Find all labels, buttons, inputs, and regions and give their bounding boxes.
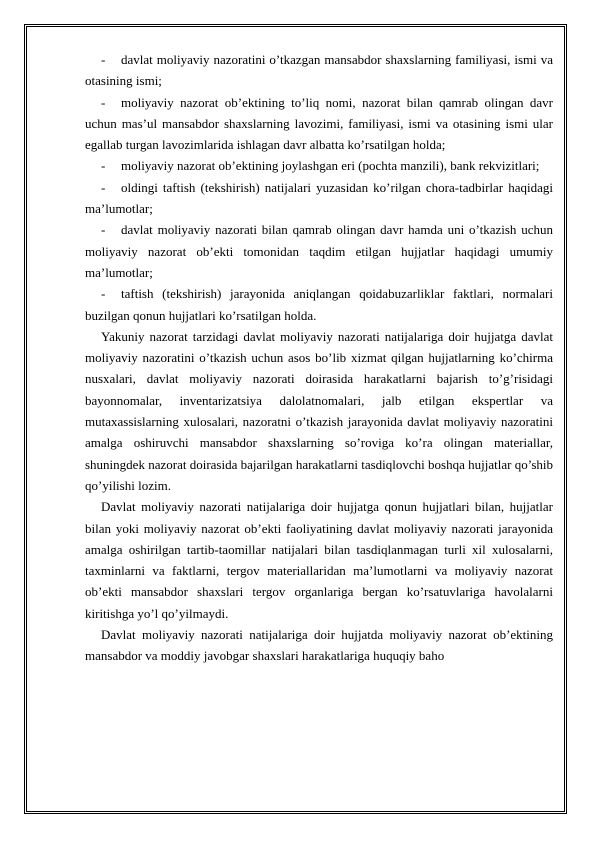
list-dash: - <box>101 222 106 238</box>
paragraph: Davlat moliyaviy nazorati natijalariga doir hujjatga qonun hujjatlari bilan, hujjatlar bilan yoki moliyaviy nazorat ob’ekti faoliyatining davlat moliyaviy nazorati jarayonida amalga oshirilgan tartib-taomillar natijalari bilan tasdiqlanmagan turli xil xulosalarni, taxminlarni va faktlarni, tergov materiallaridan ma’lumotlarni va moliyaviy nazorat ob’ekti mansabdor shaxslari tergov organlariga bergan ko’rsatuvlariga havolalarni kiritishga yo’l qo’yilmaydi. <box>85 499 553 621</box>
list-item-text: davlat moliyaviy nazorati bilan qamrab olingan davr hamda uni o’tkazish uchun moliyaviy nazorat ob’ekti tomonidan taqdim etilgan hujjatlar haqidagi umumiy ma’lumotlar; <box>85 222 553 280</box>
list-dash: - <box>101 179 106 195</box>
list-dash: - <box>101 158 106 174</box>
list-item-text: davlat moliyaviy nazoratini o’tkazgan mansabdor shaxslarning familiyasi, ismi va otasining ismi; <box>85 52 553 89</box>
paragraph: Davlat moliyaviy nazorati natijalariga doir hujjatda moliyaviy nazorat ob’ektining mansabdor va moddiy javobgar shaxslari harakatlariga huquqiy baho <box>85 627 553 664</box>
list-item <box>85 219 553 283</box>
list-item-text: moliyaviy nazorat ob’ektining to’liq nomi, nazorat bilan qamrab olingan davr uchun mas’ul mansabdor shaxslarning lavozimi, familiyasi, ismi va otasining ismi ular egallab turgan lavozimlarida ishlagan davr albatta ko’rsatilgan holda; <box>85 94 553 153</box>
list-item <box>85 283 553 326</box>
list-dash: - <box>101 286 106 302</box>
list-item-text: moliyaviy nazorat ob’ektining joylashgan eri (pochta manzili), bank rekvizitlari; <box>121 158 540 174</box>
list-item <box>85 177 553 220</box>
document-body <box>85 49 553 667</box>
list-item <box>85 92 553 156</box>
list-item <box>85 49 553 92</box>
list-item <box>85 155 553 176</box>
list-dash: - <box>101 94 106 110</box>
paragraph: Yakuniy nazorat tarzidagi davlat moliyaviy nazorati natijalariga doir hujjatga davlat moliyaviy nazoratini o’tkazish uchun asos bo’lib xizmat qilgan hujjatlarning ko’chirma nusxalari, davlat moliyaviy nazorati doirasida harakatlarni bajarish to’g’risidagi bayonnomalar, inventarizatsiya dalolatnomalari, jalb etilgan ekspertlar va mutaxassislarning xulosalari, nazoratni o’tkazish jarayonida davlat moliyaviy nazoratini amalga oshiruvchi mansabdor shaxslarning so’roviga ko’ra olingan materiallar, shuningdek nazorat doirasida bajarilgan harakatlarni tasdiqlovchi boshqa hujjatlar qo’shib qo’yilishi lozim. <box>85 328 553 493</box>
list-item-text: oldingi taftish (tekshirish) natijalari yuzasidan ko’rilgan chora-tadbirlar haqidagi ma’lumotlar; <box>85 179 553 217</box>
list-dash: - <box>101 52 106 67</box>
list-item-text: taftish (tekshirish) jarayonida aniqlangan qoidabuzarliklar faktlari, normalari buzilgan qonun hujjatlari ko’rsatilgan holda. <box>85 286 553 323</box>
